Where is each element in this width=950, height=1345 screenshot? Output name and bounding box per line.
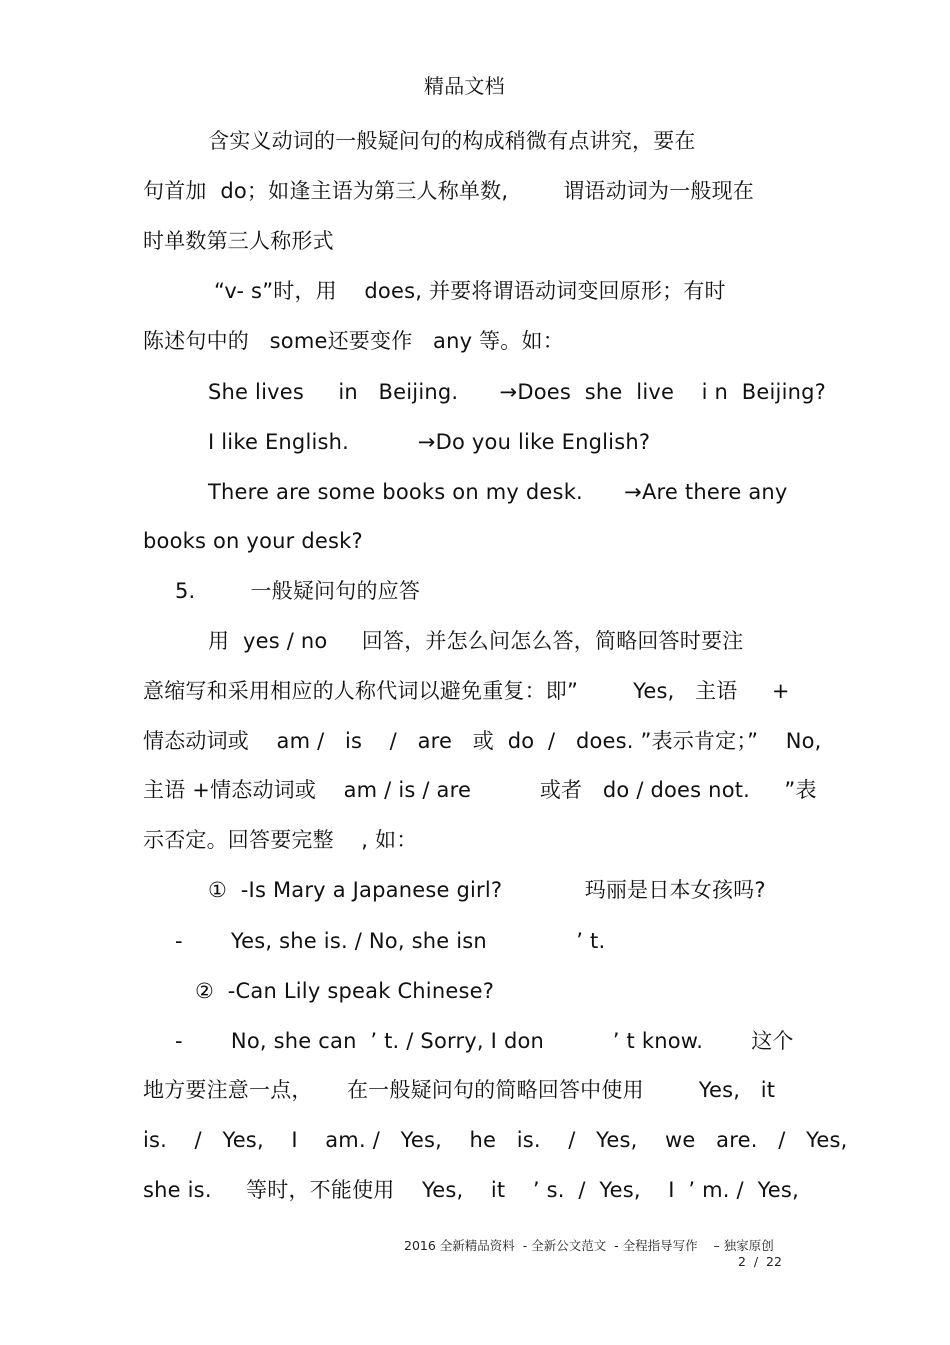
body-line-4: “v- s”时，用 does, 并要将谓语动词变回原形；有时 [214,279,726,303]
body-line-5: 陈述句中的 some还要变作 any 等。如： [143,329,564,353]
body-line-11: 用 yes / no 回答，并怎么问怎么答，简略回答时要注 [208,629,744,653]
example-2-answer: - No, she can ’ t. / Sorry, I don ’ t know. 这个 [175,1029,794,1053]
body-line-9: books on your desk? [143,529,363,553]
body-line-14: 主语 +情态动词或 am / is / are 或者 do / does not. ”表 [143,778,817,802]
body-line-13: 情态动词或 am / is / are 或 do / does. ”表示肯定；” No, [143,729,822,753]
section-heading-5: 5. 一般疑问句的应答 [175,579,421,603]
body-line-6: She lives in Beijing. →Does she live i n Beijing? [208,380,826,404]
body-line-22: she is. 等时，不能使用 Yes, it ’ s. / Yes, I ’ m. / Yes, [143,1178,799,1202]
example-2-question: ② -Can Lily speak Chinese? [195,979,495,1003]
body-line-1: 含实义动词的一般疑问句的构成稍微有点讲究，要在 [208,129,696,153]
body-line-20: 地方要注意一点， 在一般疑问句的简略回答中使用 Yes, it [143,1078,776,1102]
footer-text: 2016 全新精品资料 - 全新公文范文 - 全程指导写作 – 独家原创 [404,1238,774,1253]
body-line-3: 时单数第三人称形式 [143,229,334,253]
page-header-title: 精品文档 [424,74,505,98]
page-number: 2 / 22 [738,1254,782,1269]
body-line-21: is. / Yes, I am. / Yes, he is. / Yes, we are. / Yes, [143,1128,848,1152]
body-line-2: 句首加 do；如逢主语为第三人称单数, 谓语动词为一般现在 [143,179,755,203]
example-1-answer: - Yes, she is. / No, she isn ’ t. [175,929,606,953]
body-line-8: There are some books on my desk. →Are there any [208,480,788,504]
body-line-12: 意缩写和采用相应的人称代词以避免重复：即” Yes, 主语 + [143,679,790,703]
body-line-15: 示否定。回答要完整 , 如： [143,828,418,852]
example-1-question: ① -Is Mary a Japanese girl? 玛丽是日本女孩吗? [208,878,766,902]
body-line-7: I like English. →Do you like English? [208,430,651,454]
